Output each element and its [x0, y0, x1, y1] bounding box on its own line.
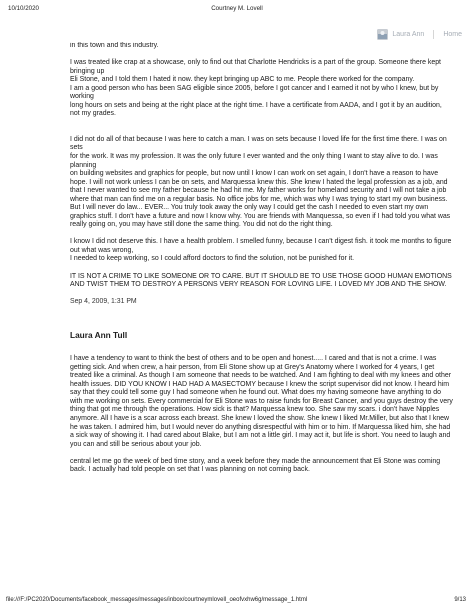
print-title: Courtney M. Lovell — [211, 5, 263, 12]
print-header — [0, 0, 474, 16]
message-paragraph: I did not do all of that because I was here to catch a man. I was on sets because I loved life for the first time there. I was on sets for the work. It was my profession. It was the only future I ever wanted and the only thing I want to stay alive to do. I was planning on building websites and graphics for people, but now until I know I can work on set again, I don't have a reason to have hope. I will not work unless I can be on sets, and Marquessa knew this. She knew I hated the legal profession as a job, and that I never wanted to see my father because he had hit me. My father works for homeland security and I will not take a job where that man can find me on a regular basis. No office jobs for me, which was why I was trying to start my own business. But I will never do law... EVER... You truly took away the only way I could get the cash I needed to even start my own graphics stuff. I don't have a future and now I know why. You are friends with Manquessa, so even if I had told you what was really going on, you may have still done the same thing. You did not do the right thing. — [70, 135, 451, 229]
message-timestamp: Sep 4, 2009, 1:31 PM — [70, 298, 137, 306]
message-body — [70, 42, 453, 290]
nav-divider — [433, 30, 434, 39]
message-paragraph: in this town and this industry. — [70, 42, 159, 49]
top-nav — [377, 26, 462, 42]
home-link[interactable]: Home — [443, 30, 462, 38]
user-avatar-icon[interactable] — [377, 29, 388, 40]
message-body — [70, 355, 453, 475]
profile-link[interactable]: Laura Ann — [392, 30, 425, 38]
message-paragraph: central let me go the week of bed time story, and a week before they made the announcement that Eli Stone was coming back. I actually had told people on set that I was planning on not coming back. — [70, 457, 441, 474]
message-thread — [70, 42, 453, 578]
message-paragraph: I was treated like crap at a showcase, only to find out that Charlotte Hendricks is a part of the group. Someone there kept bringing up Eli Stone, and I told them I hated it now. they kept bringing up ABC to me. People there worked for the company. I am a good person who has been SAG eligible since 2005, before I got cancer and I earned it not by who I knew, but by working long hours on sets and being at the right place at the right time. I have a certificate from AADA, and I got it by an audition, not my grades. — [70, 59, 442, 118]
message-author: Laura Ann Tull — [70, 330, 128, 341]
page-number: 9/13 — [454, 597, 466, 603]
message-paragraph: I know I did not deserve this. I have a health problem. I smelled funny, because I can't digest fish. it took me months to figure out what was wrong, I needed to keep working, so I could afford doctors to find the solution, not be punished for it. — [70, 238, 452, 263]
print-footer — [0, 597, 474, 607]
file-url: file:///F:/PC2020/Documents/facebook_messages/messages/inbox/courtneymlovell_oeofvxhw6g/message_1.html — [6, 597, 308, 603]
message-paragraph: I have a tendency to want to think the best of others and to be open and honest..... I cared and that is not a crime. I was getting sick. And when crew, a hair person, from Eli Stone show up at Grey's Anatomy where I worked for 4 years, I get treated like a criminal. As though I am someone that needs to be watched. And I am fighting to deal with my knees and other health issues. DID YOU KNOW I HAD HAD A MASECTOMY because I knew the script supervisor did not know. I heard him say that they could tell some guy I had someone when he found out. What does my having someone have anything to do with me working on sets. Every commercial for Eli Stone was to raise funds for Breast Cancer, and you guys destroy the very thing that got me through the operations. How sick is that? Marquessa knew too. She saw my scars. i don't have Nipples anymore. All I have is a scar across each breast. She knew I loved the show. She knew I liked Mr.Miller, but also that I knew he was taken. I admired him, but I would never do anything disrespectful with him or to him. If Marquessa liked him, she had a sick way of showing it. I had cared about Blake, but I am not a little girl. I may act it, but life is short. You need to laugh and you can and still be serious about your job. — [70, 355, 453, 448]
message-paragraph: IT IS NOT A CRIME TO LIKE SOMEONE OR TO CARE. BUT IT SHOULD BE TO USE THOSE GOOD HUMAN EMOTIONS AND TWIST THEM TO DESTROY A PERSONS VERY REASON FOR LOVING LIFE. I LOVED MY JOB AND THE SHOW. — [70, 272, 452, 289]
print-date: 10/10/2020 — [8, 5, 39, 12]
